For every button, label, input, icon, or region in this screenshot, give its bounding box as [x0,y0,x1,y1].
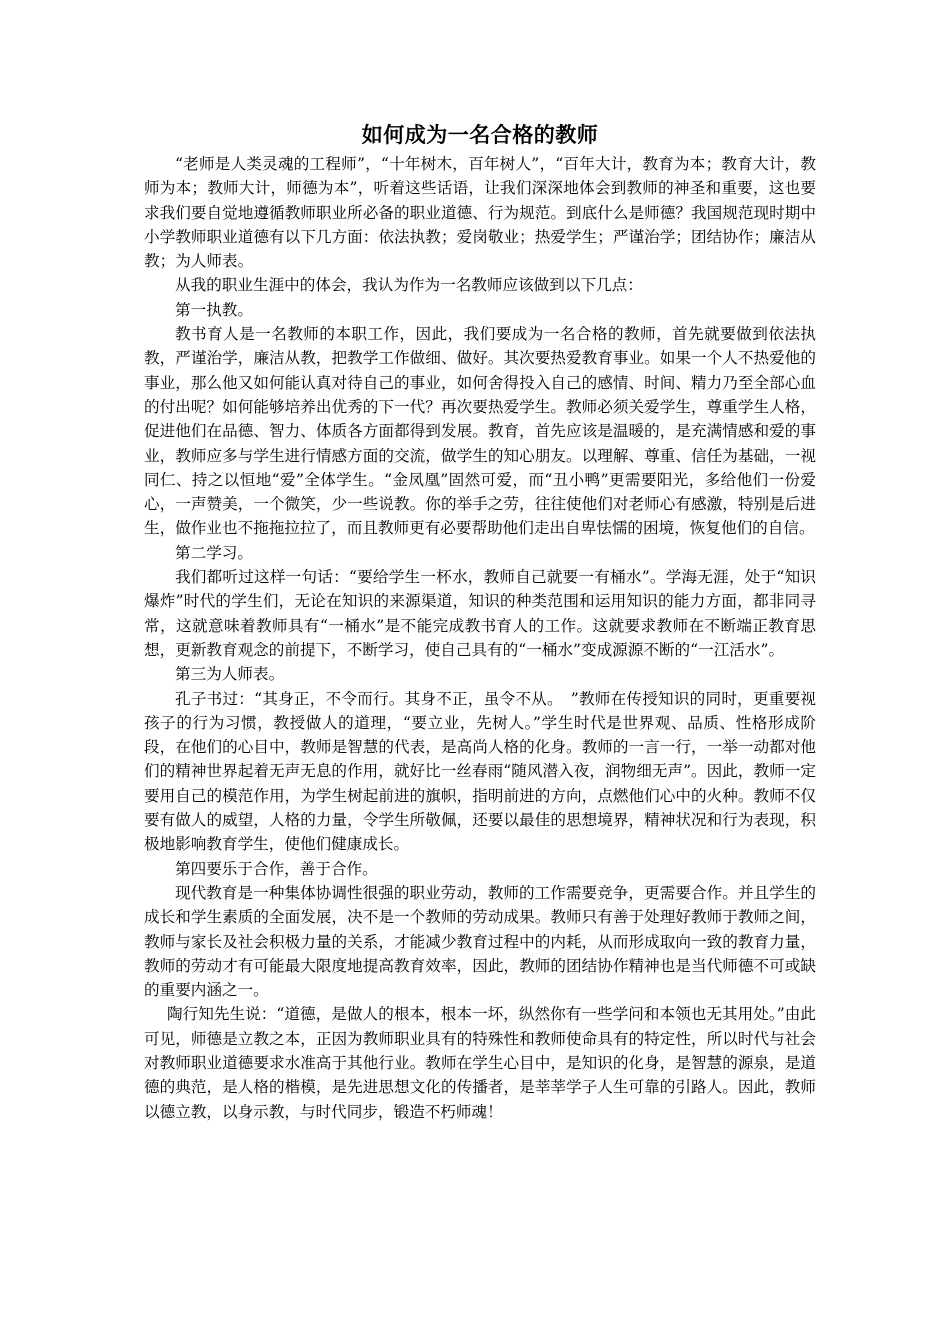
paragraph-first-point: 教书育人是一名教师的本职工作，因此，我们要成为一名合格的教师，首先就要做到依法执教，严谨治学，廉洁从教，把教学工作做细、做好。其次要热爱教育事业。如果一个人不热爱他的事业，那么他又如何能认真对待自己的事业，如何舍得投入自己的感情、时间、精力乃至全部心血的付出呢？如何能够培养出优秀的下一代？再次要热爱学生。教师必须关爱学生，尊重学生人格，促进他们在品德、智力、体质各方面都得到发展。教育，首先应该是温暖的，是充满情感和爱的事业，教师应多与学生进行情感方面的交流，做学生的知心朋友。以理解、尊重、信任为基础，一视同仁、持之以恒地“爱”全体学生。“金凤凰”固然可爱，而“丑小鸭”更需要阳光，多给他们一份爱心，一声赞美，一个微笑，少一些说教。你的举手之劳，往往使他们对老师心有感激，特别是后进生，做作业也不拖拖拉拉了，而且教师更有必要帮助他们走出自卑怯懦的困境，恢复他们的自信。 [144,325,816,538]
paragraph-conclusion: 陶行知先生说：“道德，是做人的根本，根本一坏，纵然你有一些学问和本领也无其用处。”由此可见，师德是立教之本，正因为教师职业具有的特殊性和教师使命具有的特定性，所以时代与社会对教师职业道德要求水准高于其他行业。教师在学生心目中，是知识的化身，是智慧的源泉，是道德的典范，是人格的楷模，是先进思想文化的传播者，是莘莘学子人生可靠的引路人。因此，教师以德立教，以身示教，与时代同步，锻造不朽师魂！ [144,1005,816,1121]
heading-third-point: 第三为人师表。 [175,665,285,684]
paragraph-fourth-point: 现代教育是一种集体协调性很强的职业劳动，教师的工作需要竞争，更需要合作。并且学生的成长和学生素质的全面发展，决不是一个教师的劳动成果。教师只有善于处理好教师于教师之间，教师与家长及社会积极力量的关系，才能减少教育过程中的内耗，从而形成取向一致的教育力量，教师的劳动才有可能最大限度地提高教育效率，因此，教师的团结协作精神也是当代师德不可或缺的重要内涵之一。 [144,883,816,1000]
paragraph-intro: “老师是人类灵魂的工程师”，“十年树木，百年树人”，“百年大计，教育为本；教育大计，教师为本；教师大计，师德为本”，听着这些话语，让我们深深地体会到教师的神圣和重要，这也要求我们要自觉地遵循教师职业所必备的职业道德、行为规范。到底什么是师德？我国规范现时期中小学教师职业道德有以下几方面：依法执教；爱岗敬业；热爱学生；严谨治学；团结协作；廉洁从教；为人师表。 [144,155,816,271]
heading-first-point: 第一执教。 [175,300,253,319]
paragraph-points-lead: 从我的职业生涯中的体会，我认为作为一名教师应该做到以下几点： [175,276,643,295]
heading-fourth-point: 第四要乐于合作，善于合作。 [175,859,378,878]
heading-second-point: 第二学习。 [175,543,253,562]
paragraph-second-point: 我们都听过这样一句话：“要给学生一杯水，教师自己就要一有桶水”。学海无涯，处于“知识爆炸”时代的学生们，无论在知识的来源渠道，知识的种类范围和运用知识的能力方面，都非同寻常，这就意味着教师具有“一桶水”是不能完成教书育人的工作。这就要求教师在不断端正教育思想，更新教育观念的前提下，不断学习，使自己具有的“一桶水”变成源源不断的“一江活水”。 [144,568,816,659]
paragraph-third-point: 孔子书过：“其身正，不令而行。其身不正，虽令不从。 ”教师在传授知识的同时，更重要视孩子的行为习惯，教授做人的道理，“要立业，先树人。”学生时代是世界观、品质、性格形成阶段，在他们的心目中，教师是智慧的代表，是高尚人格的化身。教师的一言一行，一举一动都对他们的精神世界起着无声无息的作用，就好比一丝春雨“随风潜入夜，润物细无声”。因此，教师一定要用自己的模范作用，为学生树起前进的旗帜，指明前进的方向，点燃他们心中的火种。教师不仅要有做人的威望，人格的力量，令学生所敬佩，还要以最佳的思想境界，精神状况和行为表现，积极地影响教育学生，使他们健康成长。 [144,689,816,854]
document-title: 如何成为一名合格的教师 [361,122,599,147]
document-page [144,118,816,1124]
